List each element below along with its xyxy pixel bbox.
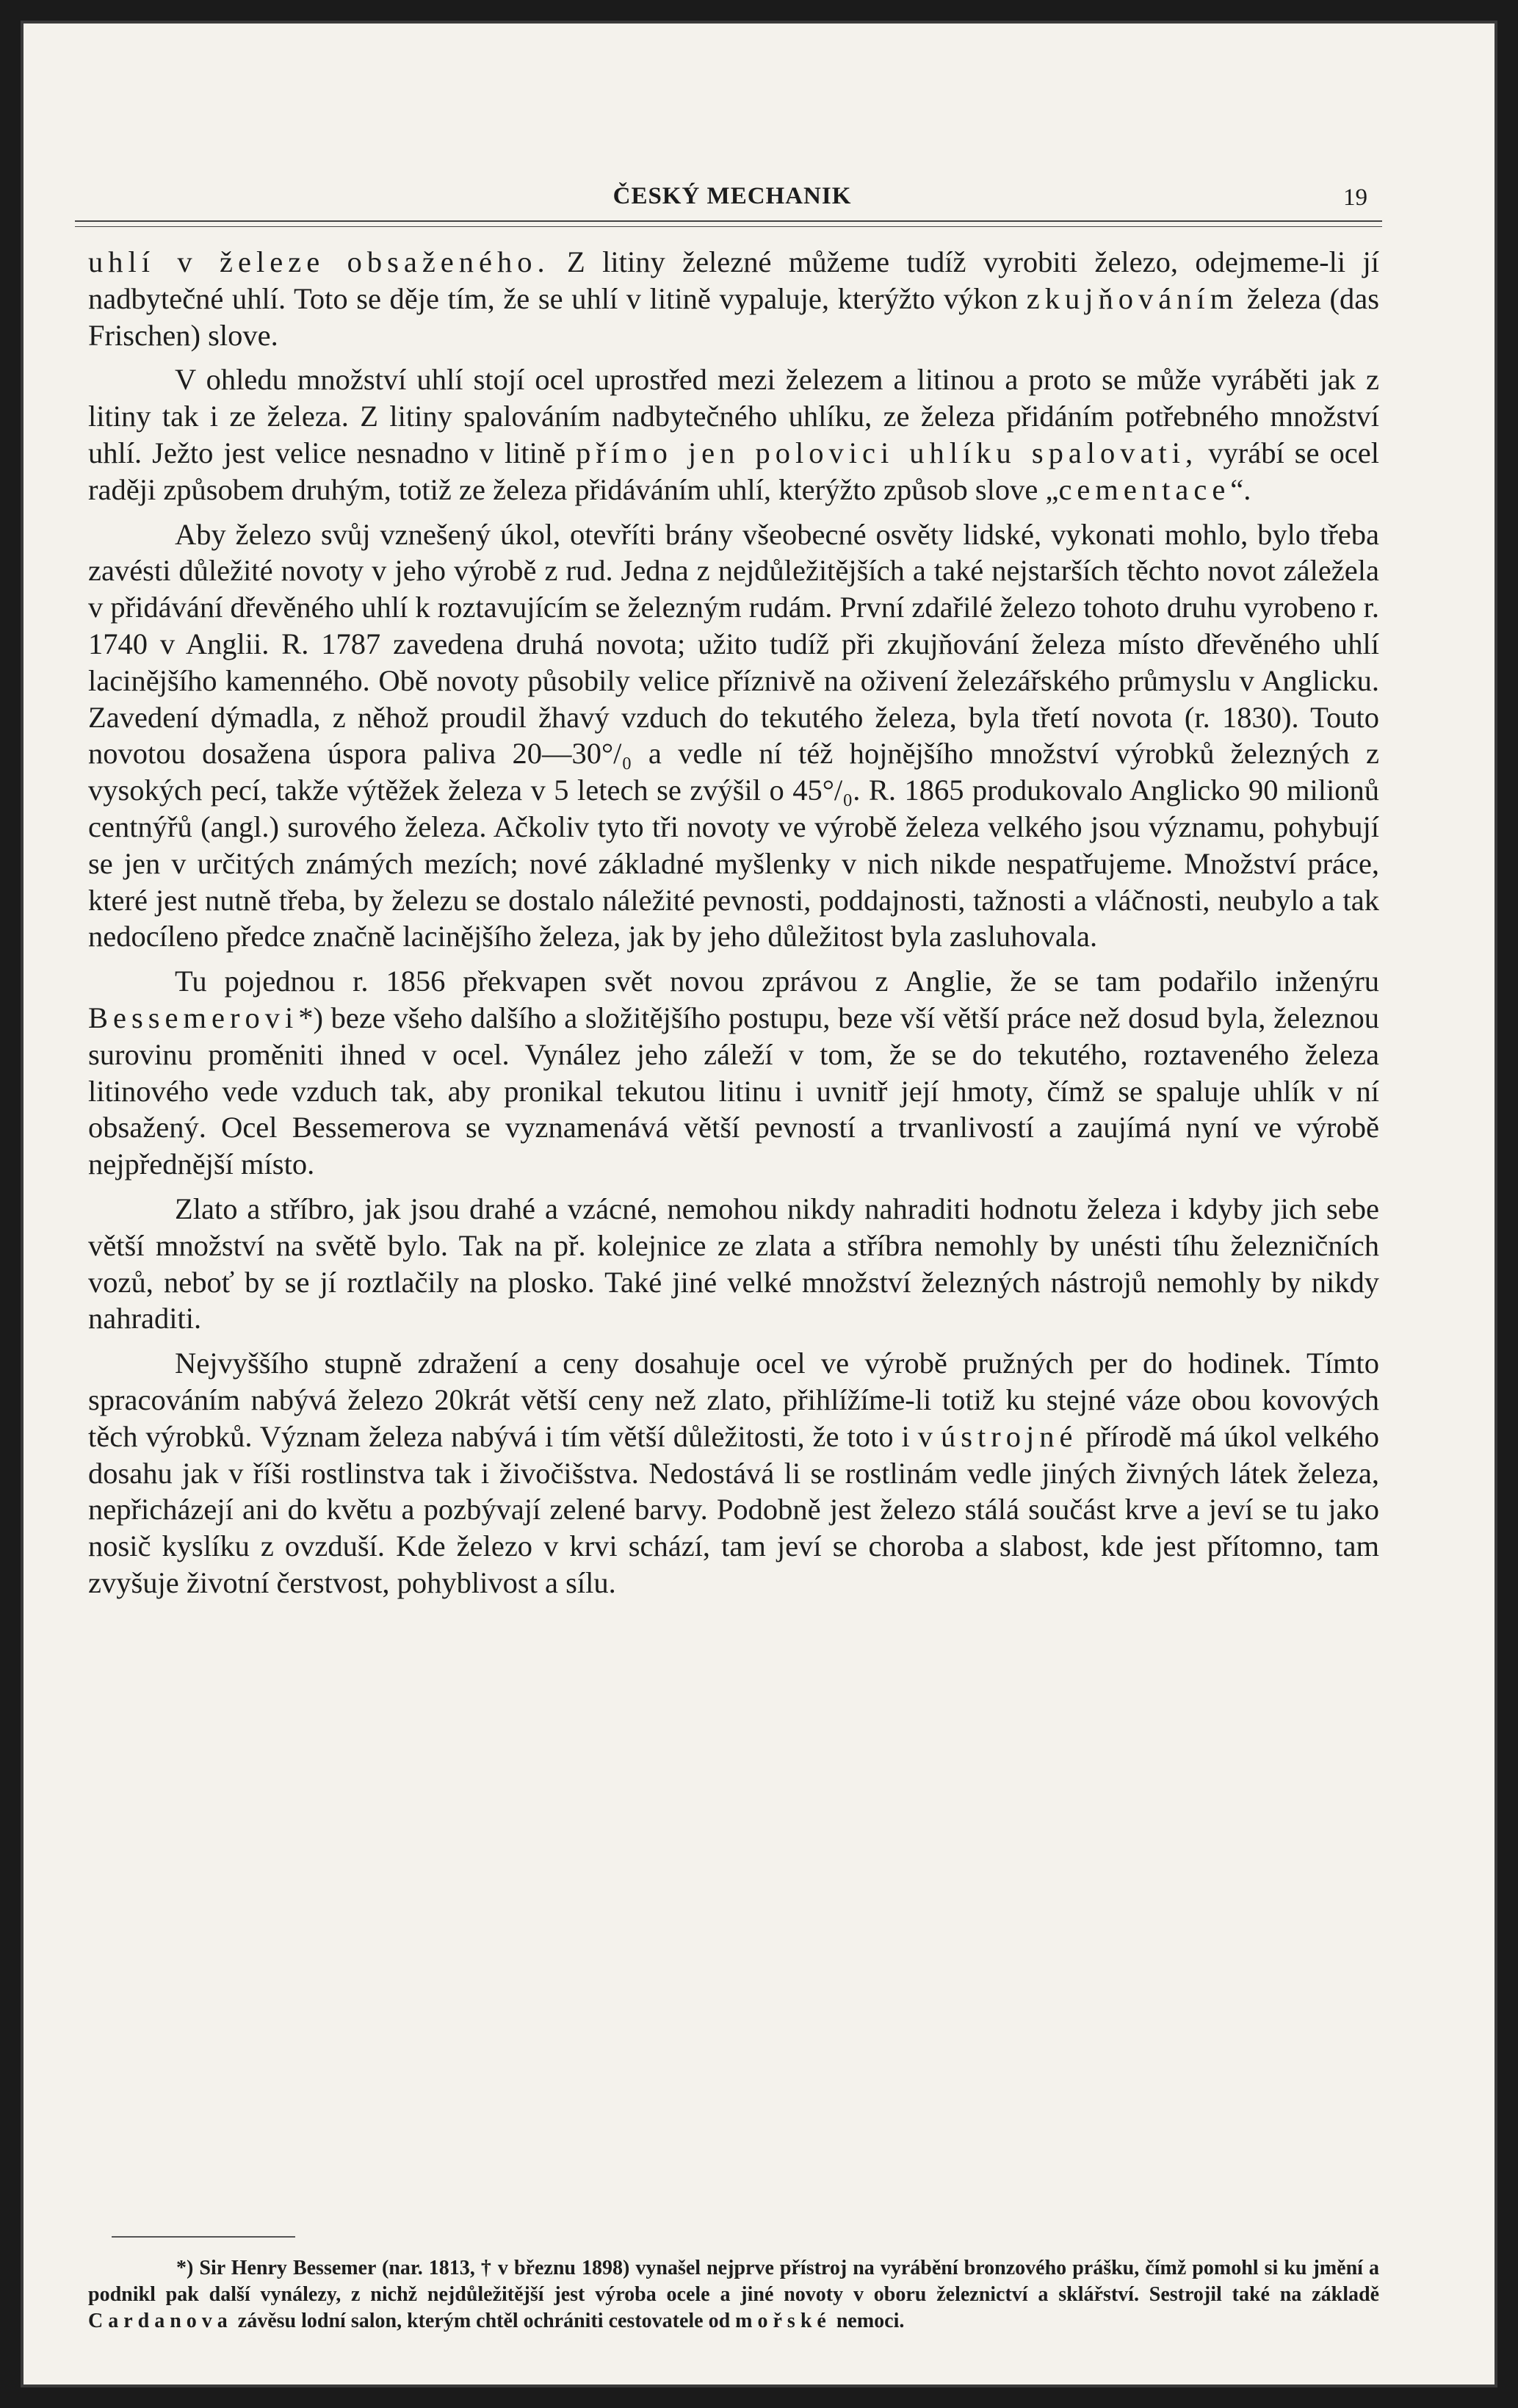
header-rule-thin [75,226,1382,227]
page-number: 19 [1343,184,1367,211]
text-run: Z litiny železné můžeme tudíž vyrobiti železo, odejmeme-li jí nadbytečné uhlí. Toto se děje tím, že se uhlí v litině vypaluje, kterýžto výkon [88,245,1379,315]
text-run: nemoci. [831,2310,905,2332]
page [21,21,1497,2387]
text-run: V ohledu množství uhlí stojí ocel uprostřed mezi železem a litinou a proto se může vyráběti jak z litiny tak i ze železa. Z litiny spalováním nadbytečného uhlíku, ze železa přidáním potřebného množství uhlí. Ježto jest velice nesnadno v litině [88,363,1379,469]
footnote [88,2255,1379,2335]
paragraph [88,1345,1379,1601]
text-run: přírodě má úkol velkého dosahu jak v říši rostlinstva tak i živočišstva. Nedostává li se rostlinám vedle jiných živných látek železa, nepřicházejí ani do květu a pozbývají zelené barvy. Podobně jest železo stálá součást krve a jeví se tu jako nosič kyslíku z ovzduší. Kde železo v krvi schází, tam jeví se choroba a slabost, kde jest přítomno, tam zvyšuje životní čerstvost, pohyblivost a sílu. [88,1419,1379,1599]
body-text [88,244,1379,1609]
text-run: Tu pojednou r. 1856 překvapen svět novou zprávou z Anglie, že se tam podařilo inženýru [175,965,1379,998]
paragraph [88,963,1379,1183]
text-run: *) beze všeho dalšího a složitějšího postupu, beze vší větší práce než dosud byla, železnou surovinu proměniti ihned v ocel. Vynález jeho záleží v tom, že se do tekutého, roztaveného železa litinového vede vzduch tak, aby pronikal tekutou litinu i uvnitř její hmoty, čímž se spaluje uhlík v ní obsažený. Ocel Bessemerova se vyznamenává větší pevností a trvanlivostí a zaujímá nyní ve výrobě nejpřednější místo. [88,1001,1379,1181]
header-rule [75,220,1382,222]
footnote-rule [112,2236,295,2238]
paragraph [88,361,1379,508]
running-title: ČESKÝ MECHANIK [612,183,852,209]
spaced-emphasis-text: Bessemerovi [88,1001,299,1034]
spaced-emphasis-text: zkujňováním [1026,281,1239,315]
spaced-emphasis-text: Cardanova [88,2310,233,2332]
text-run: Aby železo svůj vznešený úkol, otevříti brány všeobecné osvěty lidské, vykonati mohlo, bylo třeba zavésti důležité novoty v jeho výrobě z rud. Jedna z nejdůležitějších a také nejstarších těchto novot záležela v přidávání dřevěného uhlí k roztavujícím se železným rudám. První zdařilé železo tohoto druhu vyrobeno r. 1740 v Anglii. R. 1787 zavedena druhá novota; užito tudíž při zkujňování železa místo dřevěného uhlí lacinějšího kamenného. Obě novoty působily velice příznivě na oživení železářského průmyslu v Anglicku. Zavedení dýmadla, z něhož proudil žhavý vzduch do tekutého železa, byla třetí novota (r. 1830). Touto novotou dosažena úspora paliva 20—30°/₀ a vedle ní též hojnějšího množství výrobků železných z vysokých pecí, takže výtěžek železa v 5 letech se zvýšil o 45°/₀. R. 1865 produkovalo Anglicko 90 milionů centnýřů (angl.) surového železa. Ačkoliv tyto tři novoty ve výrobě železa velkého jsou významu, pohybují se jen v určitých známých mezích; nové základné myšlenky v nich nikde nespatřujeme. Množství práce, které jest nutně třeba, by železu se dostalo náležité pevnosti, poddajnosti, tažnosti a vláčnosti, neubylo a tak nedocíleno předce značně lacinějšího železa, jak by jeho důležitost byla zasluhovala. [88,517,1379,954]
spaced-emphasis-text: uhlí v železe obsaženého. [88,245,550,278]
spaced-emphasis-text: přímo jen polovici uhlíku spalovati, [576,436,1199,469]
paragraph [88,1191,1379,1337]
text-run: vyrábí se ocel raději způsobem druhým, totiž ze železa přidáváním uhlí, kterýžto způsob slove „ [88,436,1380,506]
text-run: železa (das Frischen) slove. [88,281,1379,352]
text-run: “. [1230,472,1251,506]
page-header [90,167,1375,218]
spaced-emphasis-text: cementace [1058,472,1231,506]
text-run: závěsu lodní salon, kterým chtěl ochrániti cestovatele od [232,2310,736,2332]
text-run: Nejvyššího stupně zdražení a ceny dosahuje ocel ve výrobě pružných per do hodinek. Tímto spracováním nabývá železo 20krát větší ceny než zlato, přihlížíme-li totiž ku stejné váze obou kovových těch výrobků. Význam železa nabývá i tím větší důležitosti, že toto i v [88,1347,1379,1453]
paragraph [88,516,1379,956]
text-run: Zlato a stříbro, jak jsou drahé a vzácné, nemohou nikdy nahraditi hodnotu železa i kdyby jich sebe větší množství na světě bylo. Tak na př. kolejnice ze zlata a stříbra nemohly by unésti tíhu železničních vozů, neboť by se jí roztlačily na plosko. Také jiné velké množství železných nástrojů nemohly by nikdy nahraditi. [88,1192,1379,1335]
spaced-emphasis-text: mořské [735,2310,831,2332]
spaced-emphasis-text: ústrojné [940,1419,1078,1453]
text-run: *) Sir Henry Bessemer (nar. 1813, † v březnu 1898) vynašel nejprve přístroj na vyrábění bronzového prášku, čímž pomohl si ku jmění a podnikl pak další vynálezy, z nichž nejdůležitější jest výroba ocele a jiné novoty v oboru železnictví a sklářství. Sestrojil také na základě [88,2257,1379,2306]
paragraph [88,244,1379,353]
